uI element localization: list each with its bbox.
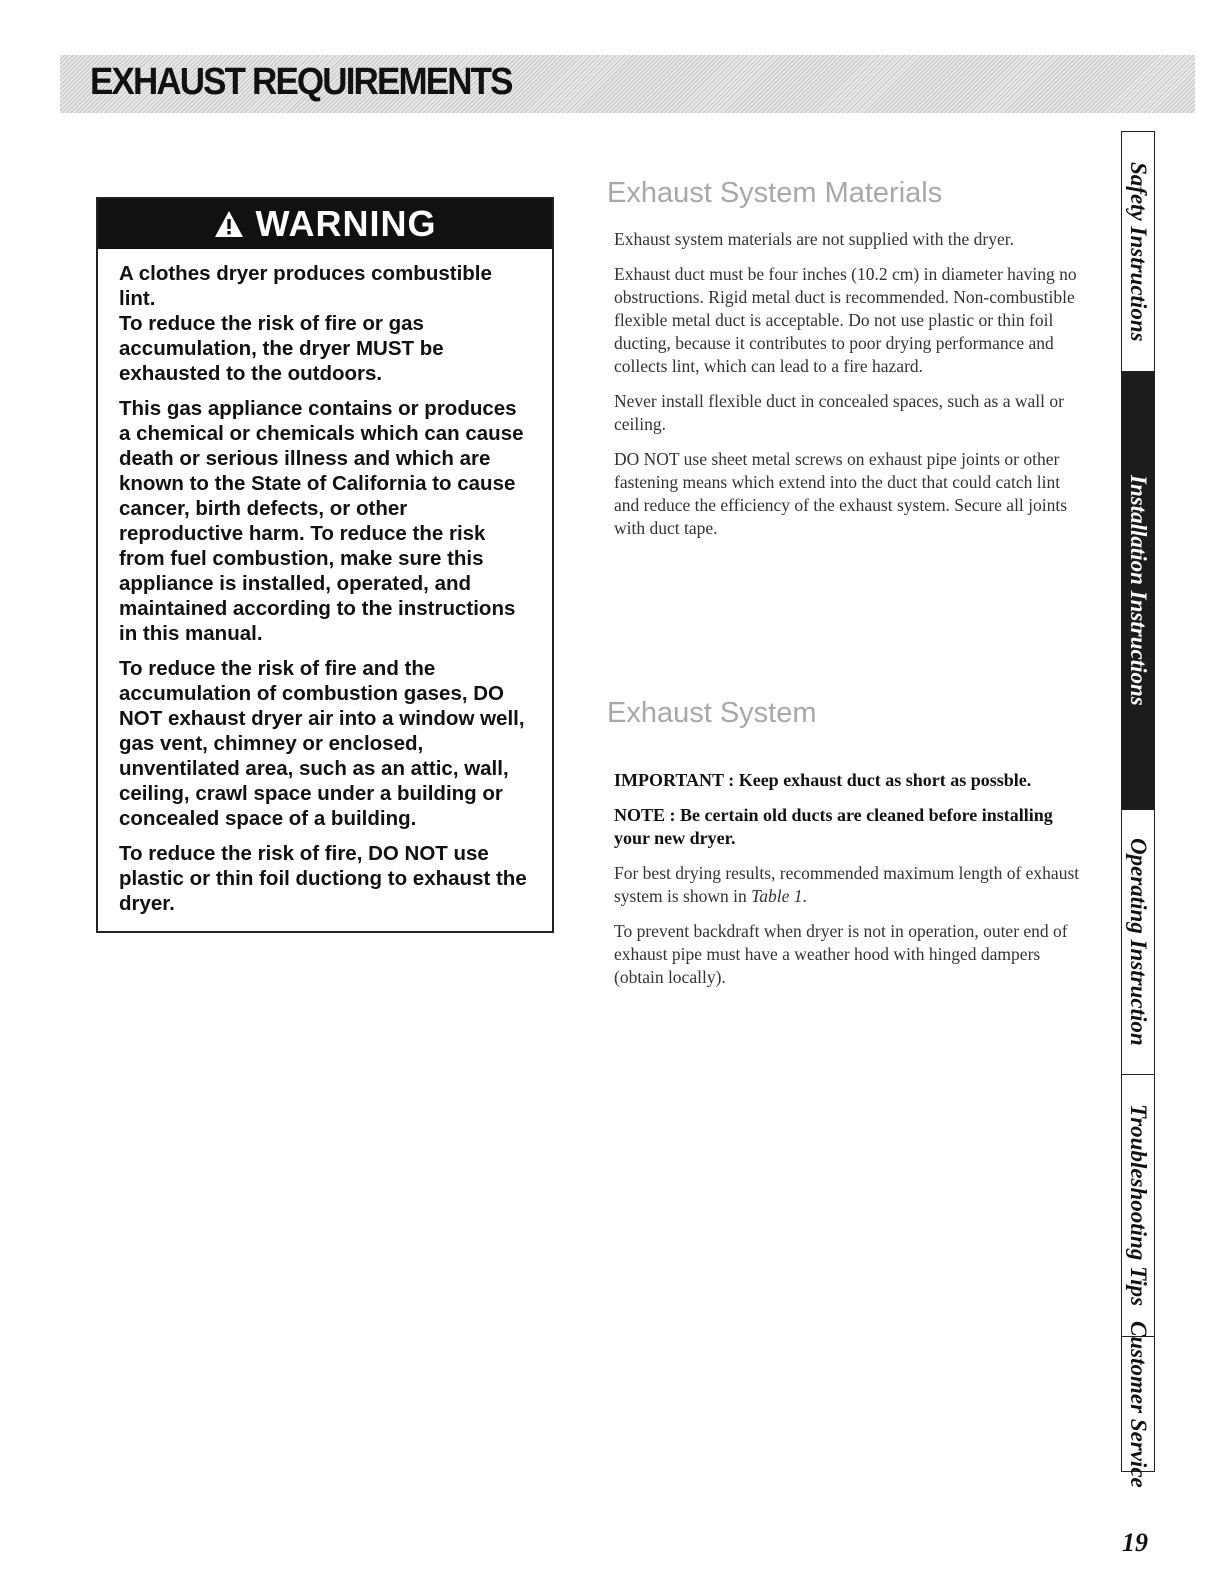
warning-title: WARNING <box>255 203 437 244</box>
warning-body <box>98 249 552 916</box>
important-note: IMPORTANT : Keep exhaust duct as short as possble. <box>614 770 1032 790</box>
materials-heading: Exhaust System Materials <box>607 177 943 209</box>
tab-installation-instructions[interactable]: Installation Instructions <box>1122 372 1154 810</box>
table-reference: Table 1 <box>751 886 803 906</box>
cleaning-note: NOTE : Be certain old ducts are cleaned before installing your new dryer. <box>614 805 1053 848</box>
warning-paragraph: To reduce the risk of fire, DO NOT use plastic or thin foil ductiong to exhaust the dryer. <box>119 842 527 915</box>
warning-paragraph: A clothes dryer produces combustible lint. To reduce the risk of fire or gas accumulation, the dryer MUST be exhausted to the outdoors. <box>119 262 492 385</box>
tab-safety-instructions[interactable]: Safety Instructions <box>1122 132 1154 372</box>
warning-paragraph: To reduce the risk of fire and the accumulation of combustion gases, DO NOT exhaust dryer air into a window well, gas vent, chimney or enclosed, unventilated area, such as an attic, wall, ceiling, crawl space under a building or concealed space of a building. <box>119 657 525 830</box>
backdraft-paragraph: To prevent backdraft when dryer is not in operation, outer end of exhaust pipe must have a weather hood with hinged dampers (obtain locally). <box>614 921 1068 987</box>
warning-header <box>98 199 552 249</box>
system-text <box>614 769 1084 1001</box>
tab-troubleshooting-tips[interactable]: Troubleshooting Tips <box>1122 1075 1154 1337</box>
warning-box <box>96 197 554 933</box>
materials-paragraph: Never install flexible duct in concealed spaces, such as a wall or ceiling. <box>614 391 1064 434</box>
materials-text <box>614 228 1084 552</box>
warning-triangle-icon <box>214 210 244 238</box>
best-results-paragraph: For best drying results, recommended maximum length of exhaust system is shown in Table 1. <box>614 863 1080 906</box>
materials-paragraph: DO NOT use sheet metal screws on exhaust pipe joints or other fastening means which extend into the duct that could catch lint and reduce the efficiency of the exhaust system. Secure all joints with duct tape. <box>614 449 1068 538</box>
materials-paragraph: Exhaust system materials are not supplied with the dryer. <box>614 229 1014 249</box>
materials-paragraph: Exhaust duct must be four inches (10.2 cm) in diameter having no obstructions. Rigid metal duct is recommended. Non-combustible flexible metal duct is acceptable. Do not use plastic or thin foil ducting, because it contributes to poor drying performance and collects lint, which can lead to a fire hazard. <box>614 264 1077 376</box>
tab-customer-service[interactable]: Customer Service <box>1126 1320 1151 1488</box>
section-sidebar <box>1121 131 1155 1488</box>
page-title: EXHAUST REQUIREMENTS <box>90 61 512 103</box>
page-number: 19 <box>1122 1528 1148 1557</box>
warning-paragraph: This gas appliance contains or produces a chemical or chemicals which can cause death or serious illness and which are known to the State of California to cause cancer, birth defects, or other reproductive harm. To reduce the risk from fuel combustion, make sure this appliance is installed, operated, and maintained according to the instructions in this manual. <box>119 397 524 645</box>
system-heading: Exhaust System <box>607 697 817 729</box>
header-band <box>60 55 1195 113</box>
tab-operating-instruction[interactable]: Operating Instruction <box>1122 810 1154 1075</box>
